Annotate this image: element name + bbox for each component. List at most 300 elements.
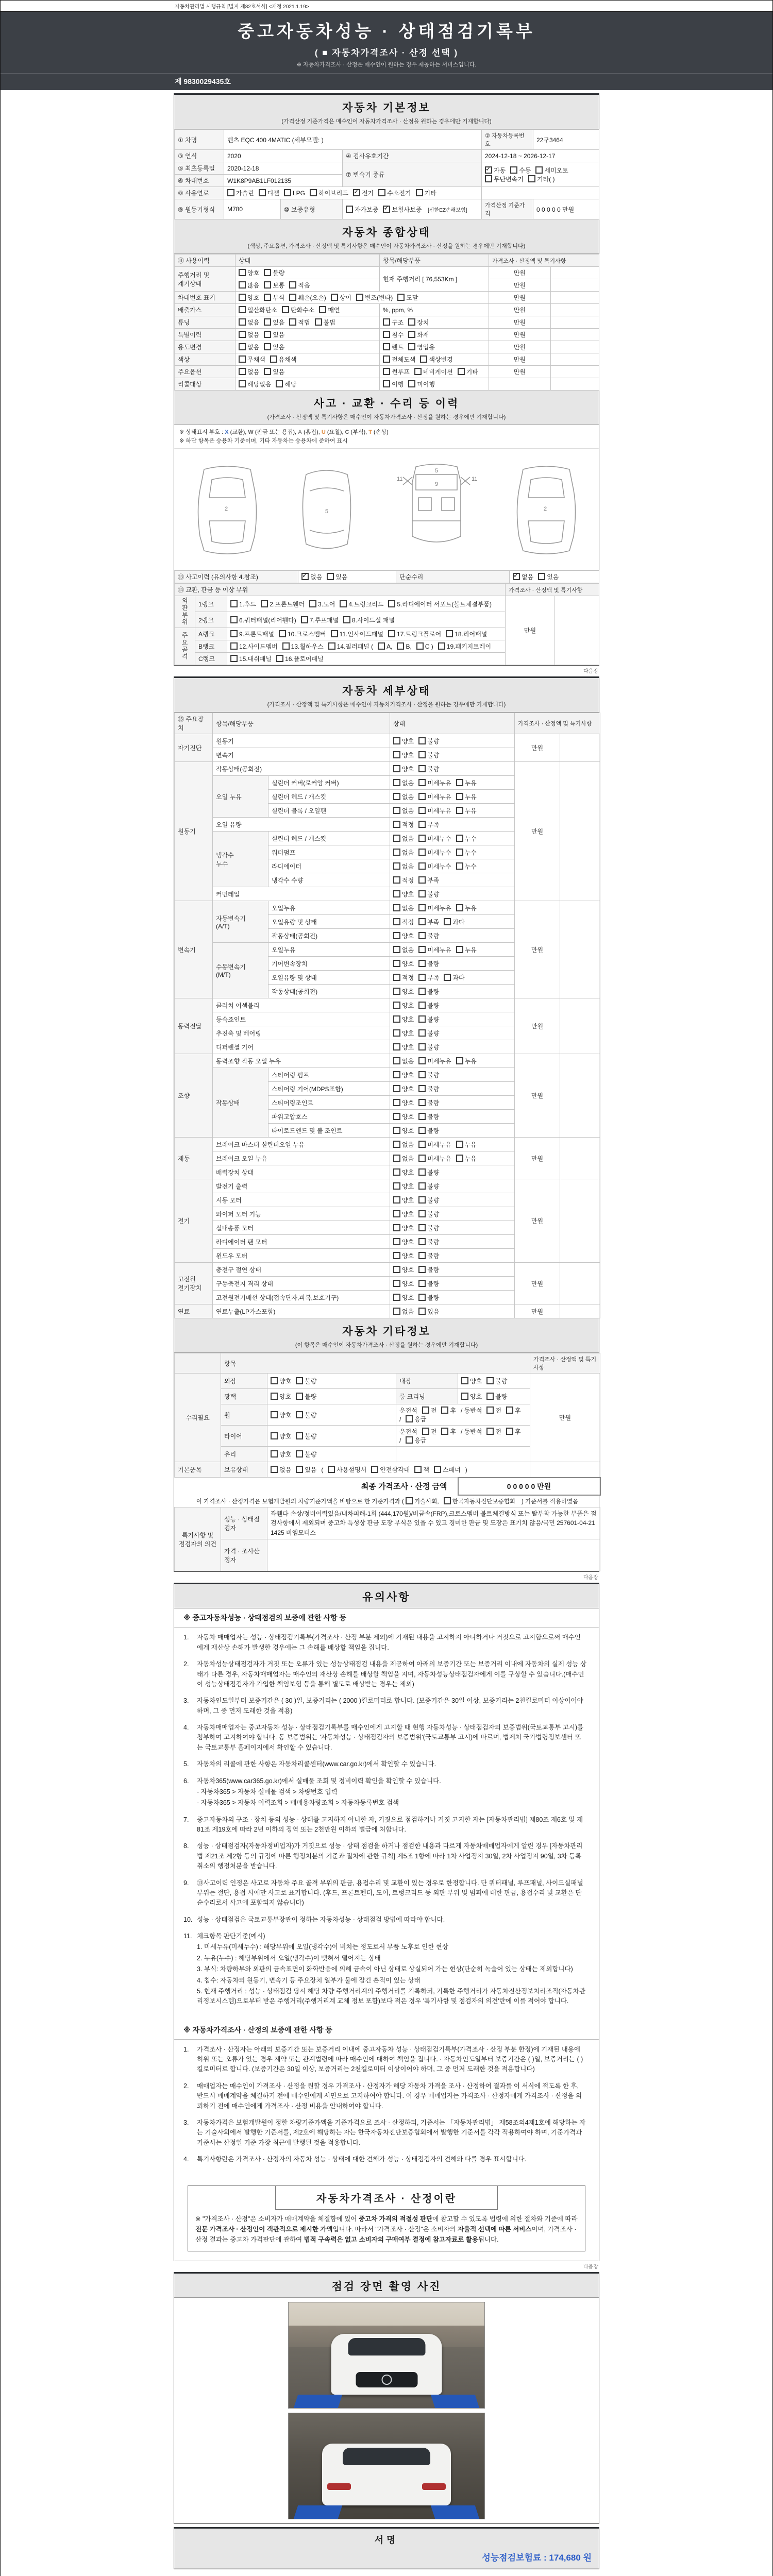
checkbox-유채색[interactable] — [270, 355, 277, 363]
checkbox-불량[interactable] — [418, 1182, 426, 1190]
checkbox-1.후드[interactable] — [230, 600, 238, 607]
checkbox-미세누유[interactable] — [418, 1141, 426, 1148]
checkbox-option: 불량 — [418, 1293, 439, 1302]
checkbox-불량[interactable] — [418, 1294, 426, 1301]
checkbox-디젤[interactable] — [259, 189, 266, 196]
checkbox-세미오토[interactable] — [535, 166, 543, 174]
checkbox-많음[interactable] — [239, 281, 246, 289]
checkbox-기타[interactable] — [416, 189, 423, 196]
checkbox-4.트렁크리드[interactable] — [340, 600, 347, 607]
checkbox-없음[interactable] — [393, 904, 400, 911]
checkbox-후[interactable] — [506, 1406, 513, 1414]
checkbox-불량[interactable] — [486, 1393, 494, 1400]
checkbox-option: 불량 — [418, 765, 439, 773]
checkbox-적음[interactable] — [289, 281, 296, 289]
checkbox-option: 기타 — [458, 367, 478, 376]
checkbox-불량[interactable] — [296, 1393, 303, 1400]
checkbox-적정[interactable] — [393, 974, 400, 981]
transmission-label: ⑦ 변속기 종류 — [343, 162, 482, 187]
checkbox-양호[interactable] — [393, 1071, 400, 1078]
checkbox-option: 16.플로어패널 — [276, 654, 324, 663]
checkbox-네비게이션[interactable] — [414, 368, 422, 375]
checkbox-option: 양호 — [393, 1015, 414, 1024]
checkbox-불량[interactable] — [264, 269, 271, 276]
checkbox-양호[interactable] — [393, 1294, 400, 1301]
checkbox-있음[interactable] — [327, 573, 334, 580]
checkbox-불량[interactable] — [418, 1085, 426, 1092]
checkbox-option: 없음 — [393, 945, 414, 954]
checkbox-전[interactable] — [486, 1428, 494, 1435]
checkbox-18.리어패널[interactable] — [446, 630, 453, 637]
checkbox-option: 양호 — [393, 1098, 414, 1107]
notice-item-number: 3. — [183, 2119, 189, 2126]
rank-options — [227, 640, 506, 653]
checkbox-양호[interactable] — [393, 932, 400, 939]
checkbox-매연[interactable] — [319, 306, 326, 313]
checkbox-미세누유[interactable] — [418, 946, 426, 953]
checkbox-색상변경[interactable] — [420, 355, 427, 363]
checkbox-2.프론트휀더[interactable] — [261, 600, 268, 607]
appraiser-opinion — [267, 1539, 600, 1571]
table-row — [175, 267, 599, 279]
checkbox-무채색[interactable] — [239, 355, 246, 363]
checkbox-불량[interactable] — [418, 751, 426, 758]
checkbox-10.크로스멤버[interactable] — [279, 630, 286, 637]
checkbox-양호[interactable] — [393, 1196, 400, 1204]
checkbox-불량[interactable] — [418, 1252, 426, 1259]
checkbox-양호[interactable] — [393, 988, 400, 995]
checkbox-option: 18.리어패널 — [446, 630, 487, 638]
rank-options — [227, 596, 506, 612]
checkbox-있음[interactable] — [264, 343, 271, 350]
checkbox-있음[interactable] — [418, 1308, 426, 1315]
checkbox-이행[interactable] — [383, 380, 390, 387]
checkbox-양호[interactable] — [393, 1210, 400, 1217]
checkbox-불량[interactable] — [418, 960, 426, 967]
checkbox-양호[interactable] — [393, 1099, 400, 1106]
state-options-2 — [458, 1389, 530, 1404]
checkbox-무단변속기[interactable] — [485, 175, 492, 182]
checkbox-16.플로어패널[interactable] — [276, 655, 283, 662]
checkbox-양호[interactable] — [393, 1238, 400, 1245]
checkbox-잭[interactable] — [414, 1466, 422, 1473]
checkbox-양호[interactable] — [461, 1377, 468, 1384]
device-group-label: 전기 — [175, 1179, 213, 1263]
checkbox-미세누수[interactable] — [418, 862, 426, 870]
note-cell — [551, 292, 599, 304]
checkbox-option: 있음 — [264, 318, 284, 327]
checkbox-없음[interactable] — [393, 1155, 400, 1162]
checkbox-누수[interactable] — [456, 835, 463, 842]
checkbox-없음[interactable] — [239, 331, 246, 338]
checkbox-불량[interactable] — [296, 1450, 303, 1458]
checkbox-미세누수[interactable] — [418, 849, 426, 856]
checkbox-기술사회,[interactable] — [406, 1497, 413, 1504]
checkbox-전[interactable] — [422, 1406, 429, 1414]
checkbox-적정[interactable] — [393, 821, 400, 828]
checkbox-전기[interactable] — [353, 189, 360, 196]
table-row — [175, 1054, 600, 1068]
simple-repair-label: 단순수리 — [396, 571, 510, 583]
checkbox-12.사이드멤버[interactable] — [230, 642, 238, 650]
tail-light-left — [327, 2483, 351, 2490]
checkbox-option: 미세누유 — [418, 945, 451, 954]
checkbox-option: 적음 — [289, 281, 310, 290]
checkbox-불량[interactable] — [418, 1224, 426, 1231]
checkbox-안전삼각대[interactable] — [371, 1466, 378, 1473]
checkbox-없음[interactable] — [393, 1057, 400, 1064]
notice-item-number: 11. — [183, 1933, 192, 1940]
checkbox-해당없음[interactable] — [239, 380, 246, 387]
checkbox-미세누수[interactable] — [418, 835, 426, 842]
checkbox-option: 부족 — [418, 918, 439, 926]
checkbox-있음[interactable] — [296, 1466, 303, 1473]
checkbox-양호[interactable] — [393, 1015, 400, 1023]
note-cell — [560, 998, 600, 1054]
checkbox-없음[interactable] — [271, 1466, 278, 1473]
reg-no-label: ② 자동차등록번호 — [482, 130, 533, 150]
checkbox-적법[interactable] — [289, 318, 296, 326]
engine-type-label: ⑨ 원동기형식 — [175, 199, 224, 219]
checkbox-부족[interactable] — [418, 821, 426, 828]
section-title-band — [174, 95, 599, 129]
checkbox-양호[interactable] — [393, 1252, 400, 1259]
checkbox-option: 불량 — [418, 1265, 439, 1274]
checkbox-option: 한국자동차진단보증협회 — [444, 1497, 515, 1505]
checkbox-수동[interactable] — [510, 166, 517, 174]
checkbox-B,[interactable] — [397, 642, 404, 650]
checkbox-없음[interactable] — [393, 835, 400, 842]
checkbox-응급[interactable] — [406, 1415, 413, 1422]
checkbox-양호[interactable] — [271, 1450, 278, 1458]
checkbox-누수[interactable] — [456, 862, 463, 870]
checkbox-양호[interactable] — [271, 1411, 278, 1418]
notice-item-number: 10. — [183, 1916, 193, 1923]
checkbox-양호[interactable] — [393, 1029, 400, 1037]
checkbox-후[interactable] — [441, 1428, 448, 1435]
checkbox-불량[interactable] — [296, 1377, 303, 1384]
checkbox-없음[interactable] — [393, 1308, 400, 1315]
checkbox-누유[interactable] — [456, 779, 463, 786]
checkbox-자가보증[interactable] — [346, 206, 353, 213]
checkbox-없음[interactable] — [393, 1141, 400, 1148]
checkbox-19.패키지트레이[interactable] — [438, 642, 445, 650]
checkbox-사용설명서[interactable] — [328, 1466, 335, 1473]
checkbox-보험사보증[interactable] — [383, 206, 390, 213]
checkbox-양호[interactable] — [393, 765, 400, 772]
checkbox-수소전기[interactable] — [378, 189, 385, 196]
checkbox-양호[interactable] — [239, 269, 246, 276]
checkbox-불량[interactable] — [418, 932, 426, 939]
row-label: 리콜대상 — [175, 378, 236, 391]
checkbox-일산화탄소[interactable] — [239, 306, 246, 313]
note-cell — [560, 1304, 600, 1318]
checkbox-부족[interactable] — [418, 876, 426, 884]
checkbox-불량[interactable] — [418, 1099, 426, 1106]
checkbox-option: 미세누수 — [418, 848, 451, 857]
checkbox-누수[interactable] — [456, 849, 463, 856]
position-text: 운전석 — [399, 1407, 417, 1415]
checkbox-양호[interactable] — [461, 1393, 468, 1400]
checkbox-없음[interactable] — [513, 573, 520, 580]
checkbox-보통[interactable] — [264, 281, 271, 289]
checkbox-option: 후 — [506, 1427, 521, 1436]
item-name: 외장 — [221, 1374, 267, 1389]
checkbox-하이브리드[interactable] — [310, 189, 317, 196]
checkbox-누유[interactable] — [456, 793, 463, 800]
checkbox-누유[interactable] — [456, 1141, 463, 1148]
checkbox-불량[interactable] — [418, 1280, 426, 1287]
checkbox-option: 도말 — [397, 293, 418, 302]
checkbox-탄화수소[interactable] — [282, 306, 289, 313]
checkbox-양호[interactable] — [393, 751, 400, 758]
checkbox-8.사이드실 패널[interactable] — [343, 616, 350, 623]
checkbox-영업용[interactable] — [408, 343, 415, 350]
checkbox-option: 적정 — [393, 973, 414, 982]
checkbox-불량[interactable] — [418, 1196, 426, 1204]
checkbox-15.대쉬패널[interactable] — [230, 655, 238, 662]
checkbox-불량[interactable] — [296, 1411, 303, 1418]
state-options — [390, 1165, 515, 1179]
checkbox-해당[interactable] — [276, 380, 283, 387]
checkbox-없음[interactable] — [393, 793, 400, 800]
section-title: 점검 장면 촬영 사진 — [331, 2281, 442, 2293]
table-header-row — [175, 255, 599, 267]
checkbox-option: 불량 — [418, 987, 439, 996]
checkbox-양호[interactable] — [393, 1127, 400, 1134]
checkbox-없음[interactable] — [393, 779, 400, 786]
checkbox-과다[interactable] — [444, 918, 451, 925]
next-page-link[interactable]: 다음장 — [583, 2264, 598, 2270]
checkbox-미세누유[interactable] — [418, 1155, 426, 1162]
checkbox-있음[interactable] — [264, 368, 271, 375]
checkbox-없음[interactable] — [239, 368, 246, 375]
item-label: 타이로드엔드 및 볼 조인트 — [268, 1124, 390, 1138]
state-options — [267, 1426, 396, 1447]
checkbox-부식[interactable] — [264, 294, 271, 301]
checkbox-미세누유[interactable] — [418, 904, 426, 911]
checkbox-불법[interactable] — [315, 318, 322, 326]
checkbox-미세누유[interactable] — [418, 793, 426, 800]
checkbox-없음[interactable] — [239, 318, 246, 326]
checkbox-적정[interactable] — [393, 918, 400, 925]
checkbox-가솔린[interactable] — [227, 189, 234, 196]
checkbox-C )[interactable] — [416, 642, 424, 650]
checkbox-option: 양호 — [271, 1432, 291, 1440]
checkbox-양호[interactable] — [393, 890, 400, 897]
checkbox-양호[interactable] — [393, 1043, 400, 1050]
state-options — [390, 985, 515, 998]
checkbox-17.트렁크플로어[interactable] — [388, 630, 395, 637]
checkbox-없음[interactable] — [393, 862, 400, 870]
checkbox-option: 불량 — [418, 1182, 439, 1191]
warranty-options — [343, 199, 482, 219]
checkbox-양호[interactable] — [393, 1085, 400, 1092]
checkbox-option: 양호 — [393, 1238, 414, 1246]
table-row — [175, 998, 600, 1012]
checkbox-option: 없음 — [393, 862, 414, 871]
standard-note: 이 가격조사 · 산정가격은 보험개발원의 차량기준가액을 바탕으로 한 기준가격과 ( 기술사회, 한국자동차진단보증협회 ) 기준서를 적용하였음 — [175, 1495, 600, 1507]
checkbox-미세누유[interactable] — [418, 779, 426, 786]
checkbox-option: 양호 — [393, 765, 414, 773]
checkbox-없음[interactable] — [239, 343, 246, 350]
checkbox-양호[interactable] — [393, 1168, 400, 1176]
checkbox-9.프론트패널[interactable] — [230, 630, 238, 637]
checkbox-없음[interactable] — [393, 849, 400, 856]
checkbox-LPG[interactable] — [284, 189, 291, 196]
item-options — [380, 341, 489, 353]
checkbox-후[interactable] — [441, 1406, 448, 1414]
checkbox-침수[interactable] — [383, 331, 390, 338]
notice-section1-items — [174, 1628, 599, 2020]
checkbox-option: 불량 — [296, 1392, 316, 1401]
checkbox-option: 불량 — [418, 1015, 439, 1024]
checkbox-누유[interactable] — [456, 1155, 463, 1162]
checkbox-option: 과다 — [444, 973, 464, 982]
checkbox-불량[interactable] — [418, 1015, 426, 1023]
checkbox-불량[interactable] — [486, 1377, 494, 1384]
checkbox-썬루프[interactable] — [383, 368, 390, 375]
checkbox-11.인사이드패널[interactable] — [331, 630, 338, 637]
checkbox-불량[interactable] — [418, 1168, 426, 1176]
section-title-band — [174, 391, 599, 425]
checkbox-훼손(오손)[interactable] — [289, 294, 296, 301]
checkbox-불량[interactable] — [418, 1071, 426, 1078]
checkbox-있음[interactable] — [264, 331, 271, 338]
notice-box — [174, 1583, 599, 2261]
checkbox-구조[interactable] — [383, 318, 390, 326]
checkbox-스패너[interactable] — [434, 1466, 441, 1473]
checkbox-누유[interactable] — [456, 946, 463, 953]
checkbox-없음[interactable] — [301, 573, 309, 580]
checkbox-7.루프패널[interactable] — [301, 616, 308, 623]
checkbox-14.필러패널 ([interactable] — [328, 642, 335, 650]
checkbox-option: 기타( ) — [528, 175, 555, 183]
checkbox-불량[interactable] — [418, 890, 426, 897]
checkbox-양호[interactable] — [393, 1002, 400, 1009]
checkbox-전체도색[interactable] — [383, 355, 390, 363]
checkbox-있음[interactable] — [538, 573, 545, 580]
checkbox-양호[interactable] — [239, 294, 246, 301]
checkbox-없음[interactable] — [393, 807, 400, 814]
checkbox-양호[interactable] — [271, 1377, 278, 1384]
checkbox-양호[interactable] — [393, 1182, 400, 1190]
checkbox-적정[interactable] — [393, 876, 400, 884]
transmission-options — [482, 162, 599, 187]
state-options — [390, 818, 515, 832]
checkbox-전[interactable] — [422, 1428, 429, 1435]
checkbox-option: 9.프론트패널 — [230, 630, 274, 638]
opinion-section-label: 특기사항 및 점검자의 의견 — [175, 1507, 221, 1571]
checkbox-option: 디젤 — [259, 189, 279, 197]
checkbox-미이행[interactable] — [408, 380, 415, 387]
checkbox-불량[interactable] — [418, 1029, 426, 1037]
checkbox-option: 불량 — [418, 1196, 439, 1205]
checkbox-option: ✓ 없음 — [301, 572, 322, 581]
checkbox-양호[interactable] — [393, 1113, 400, 1120]
checkbox-있음[interactable] — [264, 318, 271, 326]
checkbox-option: 없음 — [393, 1140, 414, 1149]
next-page-link[interactable]: 다음장 — [583, 669, 598, 675]
checkbox-불량[interactable] — [418, 1210, 426, 1217]
checkbox-전[interactable] — [486, 1406, 494, 1414]
item-label: 브레이크 오일 누유 — [213, 1151, 390, 1165]
checkbox-13.휠하우스[interactable] — [282, 642, 290, 650]
checkbox-누유[interactable] — [456, 904, 463, 911]
item-name: 광택 — [221, 1389, 267, 1404]
checkbox-도말[interactable] — [397, 294, 405, 301]
checkbox-불량[interactable] — [418, 765, 426, 772]
checkbox-렌트[interactable] — [383, 343, 390, 350]
checkbox-option: 양호 — [393, 1196, 414, 1205]
checkbox-양호[interactable] — [271, 1432, 278, 1439]
checkbox-불량[interactable] — [418, 988, 426, 995]
checkbox-누유[interactable] — [456, 1057, 463, 1064]
checkbox-불량[interactable] — [418, 1127, 426, 1134]
next-page-link[interactable]: 다음장 — [583, 1575, 598, 1581]
checkbox-후[interactable] — [506, 1428, 513, 1435]
checkbox-장치[interactable] — [408, 318, 415, 326]
checkbox-불량[interactable] — [418, 1266, 426, 1273]
checkbox-화재[interactable] — [408, 331, 415, 338]
notice-subitem: 5. 현재 주행거리 : 성능 · 상태점검 당시 해당 차량 주행거리계의 주행거리를 기록하되, 기록한 주행거리가 자동차전산정보처리조직(자동차관리정보시스템)으로부터 받은 주행거리(주행거리계 교체 정보 포함)보다 적은 경우 '특기사항 및 점검자의 의견'란에 이를 적어야 합니다. — [197, 1987, 585, 2005]
checkbox-기타[interactable] — [458, 368, 465, 375]
checkbox-option: 불량 — [418, 1071, 439, 1079]
item-label: 오일 유량 — [213, 818, 390, 832]
checkbox-불량[interactable] — [418, 1002, 426, 1009]
checkbox-부족[interactable] — [418, 918, 426, 925]
checkbox-option: ✓ 없음 — [513, 572, 533, 581]
checkbox-부족[interactable] — [418, 974, 426, 981]
checkbox-양호[interactable] — [393, 1266, 400, 1273]
checkbox-기타( )[interactable] — [528, 175, 535, 182]
checkbox-불량[interactable] — [296, 1432, 303, 1439]
item-label: 냉각수 수량 — [268, 873, 390, 887]
checkbox-변조(변타)[interactable] — [356, 294, 363, 301]
checkbox-3.도어[interactable] — [309, 600, 316, 607]
legend-note: ※ 하단 항목은 승용차 기준이며, 기타 자동차는 승용차에 준하여 표시 — [179, 437, 348, 444]
checkbox-양호[interactable] — [393, 1280, 400, 1287]
checkbox-응급[interactable] — [406, 1436, 413, 1444]
checkbox-누유[interactable] — [456, 807, 463, 814]
checkbox-자동[interactable] — [485, 166, 492, 174]
checkbox-과다[interactable] — [444, 974, 451, 981]
checkbox-양호[interactable] — [393, 737, 400, 744]
checkbox-양호[interactable] — [393, 960, 400, 967]
checkbox-5.라디에이터 서포트(볼트체결부품)[interactable] — [388, 600, 395, 607]
state-options — [236, 378, 380, 391]
checkbox-option: 훼손(오손) — [289, 293, 326, 302]
item-label: 클러치 어셈블리 — [213, 998, 390, 1012]
checkbox-불량[interactable] — [418, 737, 426, 744]
checkbox-양호[interactable] — [393, 1224, 400, 1231]
checkbox-양호[interactable] — [271, 1393, 278, 1400]
checkbox-6.쿼터패널(리어휀다)[interactable] — [230, 616, 238, 623]
item-label: 기어변속장치 — [268, 957, 390, 971]
checkbox-없음[interactable] — [393, 946, 400, 953]
checkbox-한국자동차진단보증협회[interactable] — [444, 1497, 451, 1504]
checkbox-상이[interactable] — [331, 294, 338, 301]
appraiser-label: 가격 · 조사산정자 — [221, 1539, 267, 1571]
checkbox-불량[interactable] — [418, 1113, 426, 1120]
checkbox-불량[interactable] — [418, 1043, 426, 1050]
checkbox-A,[interactable] — [378, 642, 385, 650]
checkbox-option: 불량 — [296, 1377, 316, 1385]
checkbox-option: B, — [397, 642, 411, 650]
checkbox-미세누유[interactable] — [418, 807, 426, 814]
checkbox-미세누유[interactable] — [418, 1057, 426, 1064]
checkbox-불량[interactable] — [418, 1238, 426, 1245]
